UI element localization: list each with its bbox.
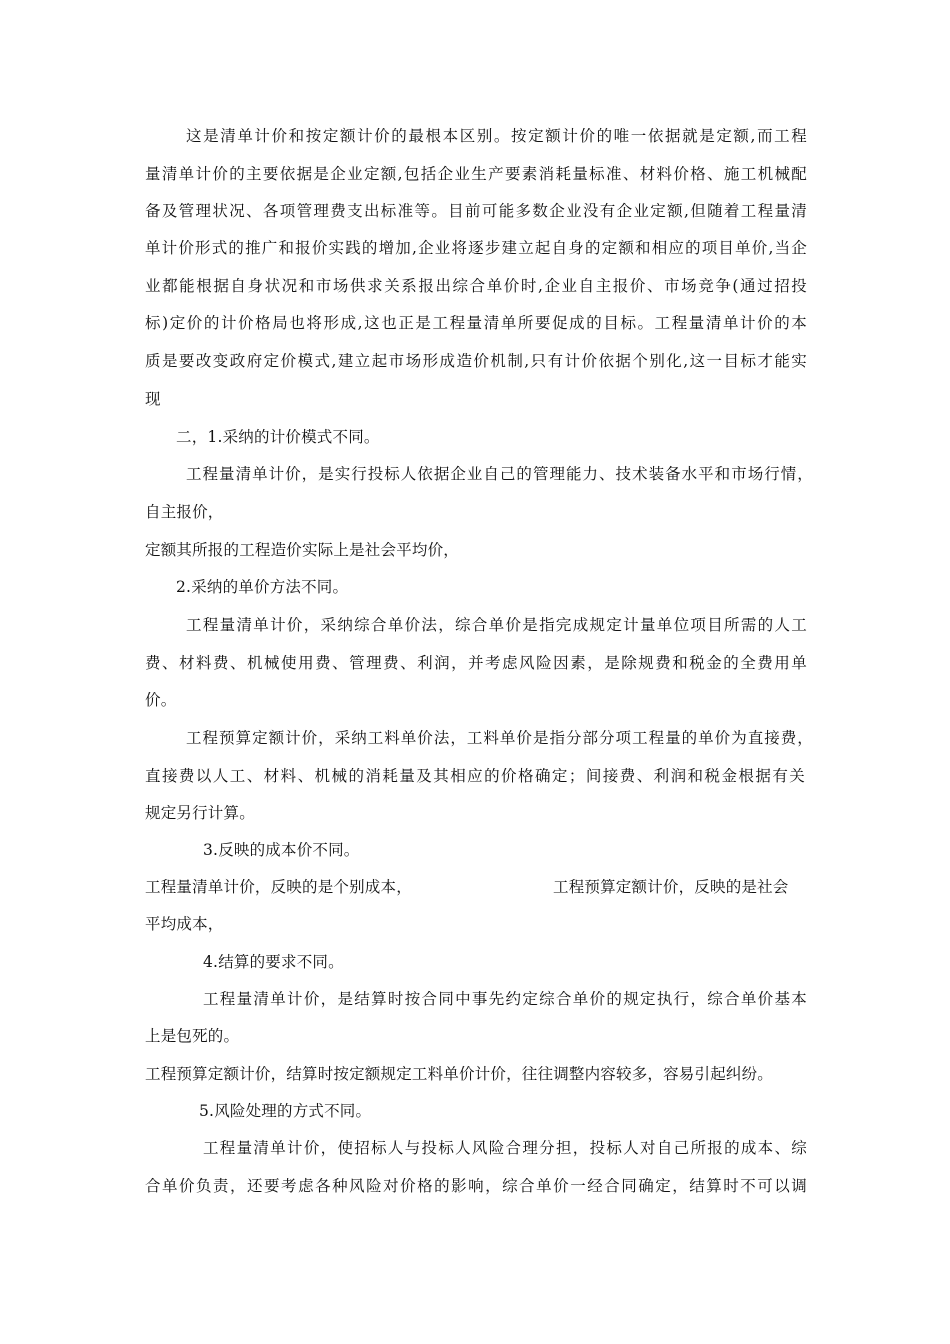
- para9-line1: 工程量清单计价，使招标人与投标人风险合理分担，投标人对自己所报的成本、综: [203, 1139, 807, 1157]
- para6-line1-left: 工程量清单计价，反映的是个别成本，: [145, 878, 412, 896]
- para5-line1: 工程预算定额计价，采纳工料单价法，工料单价是指分部分项工程量的单价为直接费，: [186, 729, 813, 747]
- para1-line1: 这是清单计价和按定额计价的最根本区别。按定额计价的唯一依据就是定额,而工程: [186, 127, 807, 145]
- para1-line6: 标)定价的计价格局也将形成,这也正是工程量清单所要促成的目标。工程量清单计价的本: [145, 314, 807, 332]
- para1-line5: 业都能根据自身状况和市场供求关系报出综合单价时,企业自主报价、市场竞争(通过招投: [145, 277, 807, 295]
- para5-line3: 规定另行计算。: [145, 804, 255, 822]
- para4-line2: 费、材料费、机械使用费、管理费、利润，并考虑风险因素，是除规费和税金的全费用单: [145, 654, 807, 672]
- para6-line2: 平均成本，: [145, 915, 224, 933]
- para1-line7: 质是要改变政府定价模式,建立起市场形成造价机制,只有计价依据个别化,这一目标才能实: [145, 352, 807, 370]
- section-heading-2: 2.采纳的单价方法不同。: [176, 578, 349, 596]
- para4-line3: 价。: [145, 691, 177, 709]
- para2-line1: 工程量清单计价，是实行投标人依据企业自己的管理能力、技术装备水平和市场行情，: [186, 465, 813, 483]
- para1-line2: 量清单计价的主要依据是企业定额,包括企业生产要素消耗量标准、材料价格、施工机械配: [145, 165, 807, 183]
- section-heading-5: 5.风险处理的方式不同。: [199, 1102, 372, 1120]
- section-heading-4: 4.结算的要求不同。: [203, 953, 344, 971]
- para8: 工程预算定额计价，结算时按定额规定工料单价计价，往往调整内容较多，容易引起纠纷。: [145, 1065, 774, 1083]
- para9-line2: 合单价负责，还要考虑各种风险对价格的影响，综合单价一经合同确定，结算时不可以调: [145, 1177, 807, 1195]
- para4-line1: 工程量清单计价，采纳综合单价法，综合单价是指完成规定计量单位项目所需的人工: [186, 616, 807, 634]
- para5-line2: 直接费以人工、材料、机械的消耗量及其相应的价格确定；间接费、利润和税金根据有关: [145, 767, 805, 785]
- para1-line4: 单计价形式的推广和报价实践的增加,企业将逐步建立起自身的定额和相应的项目单价,当企: [145, 239, 807, 257]
- section-heading-3: 3.反映的成本价不同。: [203, 841, 360, 859]
- section-heading-1: 二，1.采纳的计价模式不同。: [176, 428, 380, 446]
- para6-line1-right: 工程预算定额计价，反映的是社会: [553, 878, 789, 896]
- para1-line8: 现: [145, 390, 161, 408]
- para1-line3: 备及管理状况、各项管理费支出标准等。目前可能多数企业没有企业定额,但随着工程量清: [145, 202, 807, 220]
- para3: 定额其所报的工程造价实际上是社会平均价，: [145, 541, 460, 559]
- para7-line2: 上是包死的。: [145, 1027, 240, 1045]
- para2-line2: 自主报价，: [145, 503, 224, 521]
- para7-line1: 工程量清单计价，是结算时按合同中事先约定综合单价的规定执行，综合单价基本: [203, 990, 807, 1008]
